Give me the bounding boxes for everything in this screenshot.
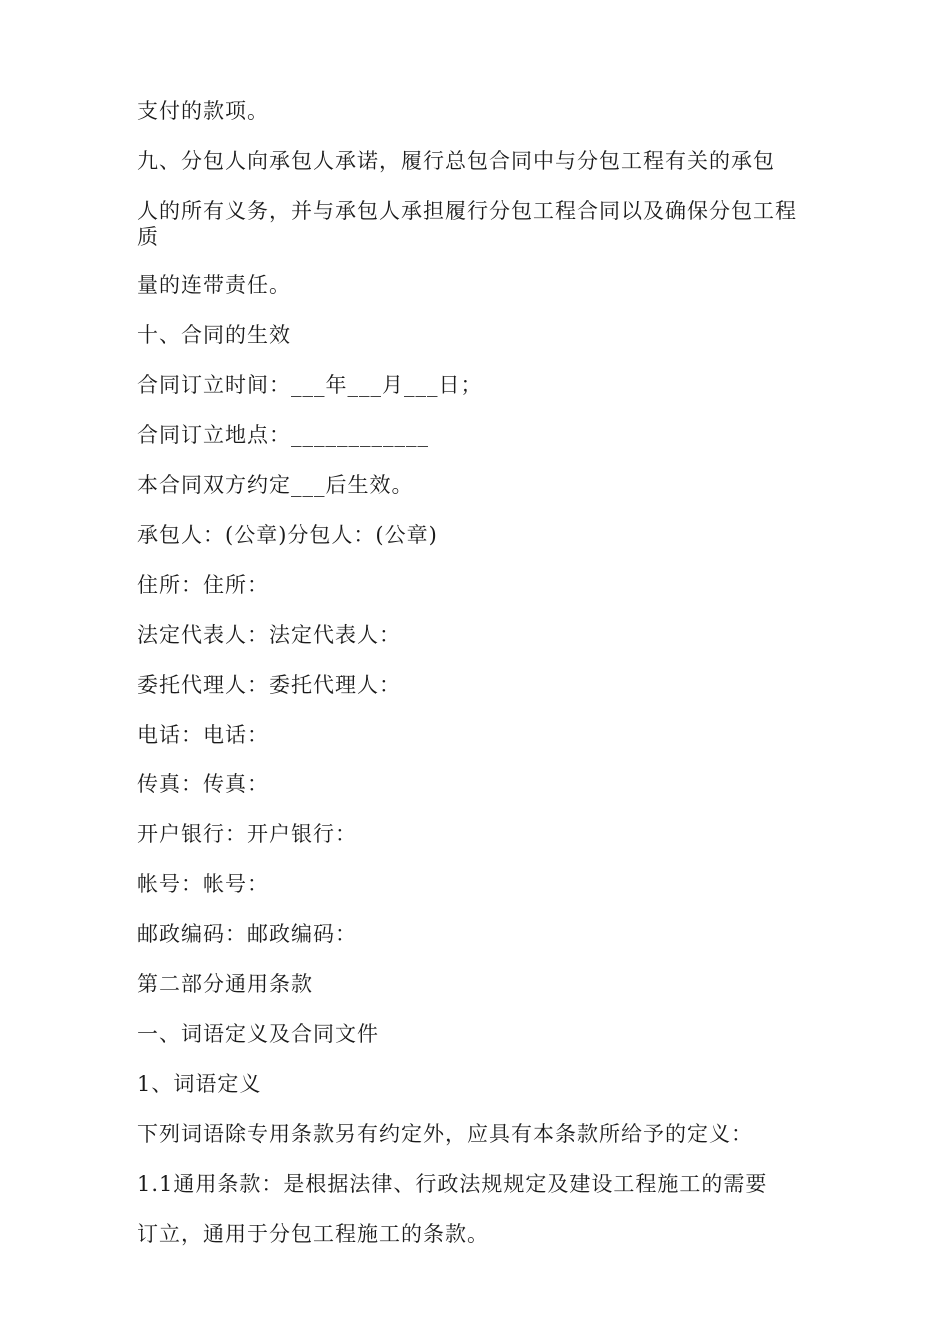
section-heading-1: 一、词语定义及合同文件 bbox=[137, 1022, 379, 1046]
parties-seal-line: 承包人：(公章)分包人：(公章) bbox=[137, 523, 438, 547]
bank-line: 开户银行：开户银行： bbox=[137, 822, 357, 846]
account-line: 帐号：帐号： bbox=[137, 872, 269, 896]
legal-representative-line: 法定代表人：法定代表人： bbox=[137, 623, 401, 647]
address-line: 住所：住所： bbox=[137, 573, 269, 597]
clause-9-line-1: 九、分包人向承包人承诺，履行总包合同中与分包工程有关的承包 bbox=[137, 149, 775, 173]
part-two-heading: 第二部分通用条款 bbox=[137, 972, 313, 996]
paragraph-line: 支付的款项。 bbox=[137, 99, 269, 123]
contract-place-line: 合同订立地点：____________ bbox=[137, 423, 429, 447]
postal-code-line: 邮政编码：邮政编码： bbox=[137, 922, 357, 946]
authorized-agent-line: 委托代理人：委托代理人： bbox=[137, 673, 401, 697]
phone-line: 电话：电话： bbox=[137, 723, 269, 747]
section-heading-10: 十、合同的生效 bbox=[137, 323, 291, 347]
clause-1-1-line-1: 1.1通用条款：是根据法律、行政法规规定及建设工程施工的需要 bbox=[137, 1172, 768, 1196]
clause-9-line-3: 量的连带责任。 bbox=[137, 273, 291, 297]
fax-line: 传真：传真： bbox=[137, 772, 269, 796]
clause-1-1-line-2: 订立，通用于分包工程施工的条款。 bbox=[137, 1222, 489, 1246]
contract-date-line: 合同订立时间：___年___月___日； bbox=[137, 373, 483, 397]
clause-9-line-2: 人的所有义务，并与承包人承担履行分包工程合同以及确保分包工程质 bbox=[137, 199, 797, 249]
subsection-heading-1: 1、词语定义 bbox=[137, 1072, 262, 1096]
effective-condition-line: 本合同双方约定___后生效。 bbox=[137, 473, 414, 497]
definitions-intro-line: 下列词语除专用条款另有约定外，应具有本条款所给予的定义： bbox=[137, 1122, 753, 1146]
